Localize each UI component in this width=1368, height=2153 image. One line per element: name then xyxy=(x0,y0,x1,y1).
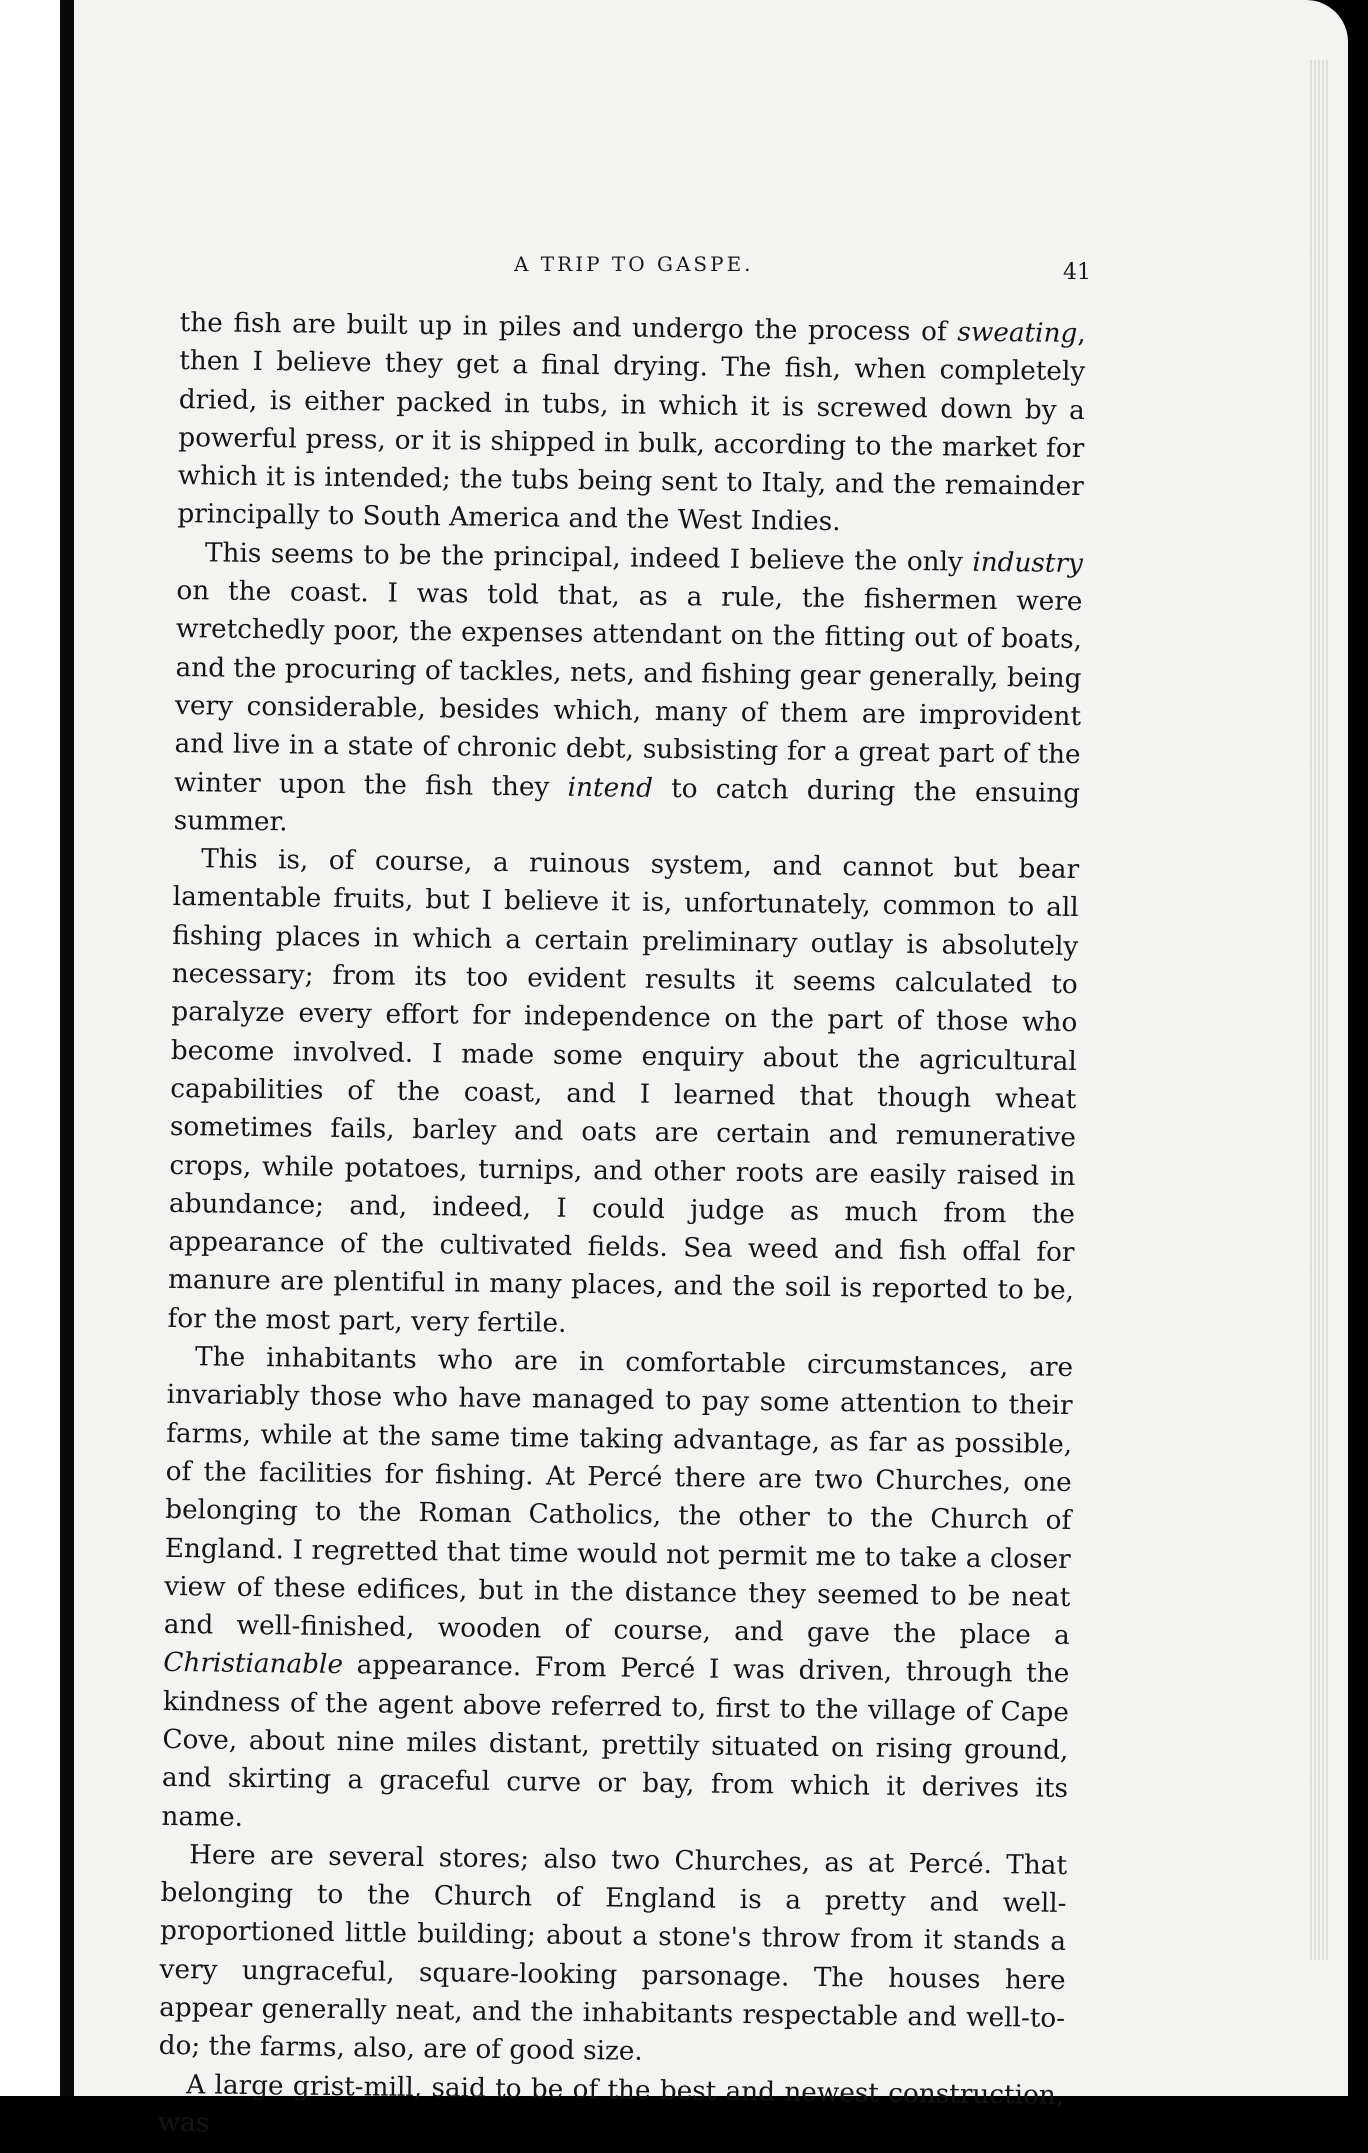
text-run: This seems to be the principal, indeed I believe the only xyxy=(204,538,973,578)
text-run: A large grist-mill, said to be of the best and newest construction, was xyxy=(157,2069,1065,2139)
text-run: on the coast. I was told that, as a rule, the fishermen were wretchedly poor, the expenses attendant on the fitting out of boats, and the procuring of tackles, nets, and fishing gear generally, being very considerable, besides which, many of them are improvident and live in a state of chronic debt, subsisting for a great part of the winter upon the fish they xyxy=(173,576,1083,803)
text-run: The inhabitants who are in comfortable circumstances, are invariably those who have managed to pay some attention to their farms, while at the same time taking advantage, as far as possible, of the facilities for fishing. At Percé there are two Churches, one belonging to the Roman Catholics, the other to the Church of England. I regretted that time would not permit me to take a closer view of these edifices, but in the distance they seemed to be neat and well-finished, wooden of course, and gave the place a xyxy=(163,1342,1074,1652)
text-run: the fish are built up in piles and undergo the process of xyxy=(179,307,958,348)
page-number: 41 xyxy=(1063,260,1091,285)
text-run: appearance. From Percé I was driven, through the kindness of the agent above referred to, first to the village of Cape Cove, about nine miles distant, prettily situated on rising ground, and skirting a graceful curve or bay, from which it derives its name. xyxy=(161,1650,1070,1833)
text-run: This is, of course, a ruinous system, and cannot but bear lamentable fruits, but I believe it is, unfortunately, common to all fishing places in which a certain preliminary outlay is absolutely necessary; from its too evident results it seems calculated to paralyze every effort for independence on the part of those who become involved. I made some enquiry about the agricultural capabilities of the coast, and I learned that though wheat sometimes fails, barley and oats are certain and remunerative crops, while potatoes, turnips, and other roots are easily raised in abundance; and, indeed, I could judge as much from the appearance of the cultivated fields. Sea weed and fish offal for manure are plentiful in many places, and the soil is reported to be, for the most part, very fertile. xyxy=(167,844,1080,1339)
running-title: A TRIP TO GASPE. xyxy=(514,252,754,276)
text-run: Here are several stores; also two Churches, as at Percé. That belonging to the Church of England is a pretty and well-proportioned little building; about a stone's throw from it stands a very ungraceful, square-looking parsonage. The houses here appear generally neat, and the inhabitants respectable and well-to-do; the farms, also, are of good size. xyxy=(158,1840,1068,2068)
italic-text: sweating xyxy=(957,317,1078,349)
paragraph xyxy=(161,1338,1073,1847)
body-text xyxy=(158,304,1086,2153)
paragraph xyxy=(158,2066,1065,2153)
italic-text: Christianable xyxy=(163,1648,344,1681)
paragraph xyxy=(158,1836,1067,2077)
book-spine xyxy=(60,0,74,2096)
italic-text: intend xyxy=(567,772,654,804)
paragraph xyxy=(177,304,1086,545)
italic-text: industry xyxy=(972,547,1084,579)
paragraph xyxy=(173,534,1083,851)
text-run: to catch during the ensuing summer. xyxy=(173,773,1081,838)
page-edge-stack xyxy=(1310,60,1328,1960)
paragraph xyxy=(167,840,1079,1349)
text-run: , then I believe they get a final drying. The fish, when completely dried, is either packed in tubs, in which it is screwed down by a powerful press, or it is shipped in bulk, according to the market for which it is intended; the tubs being sent to Italy, and the remainder principally to South America and the West Indies. xyxy=(177,318,1086,538)
